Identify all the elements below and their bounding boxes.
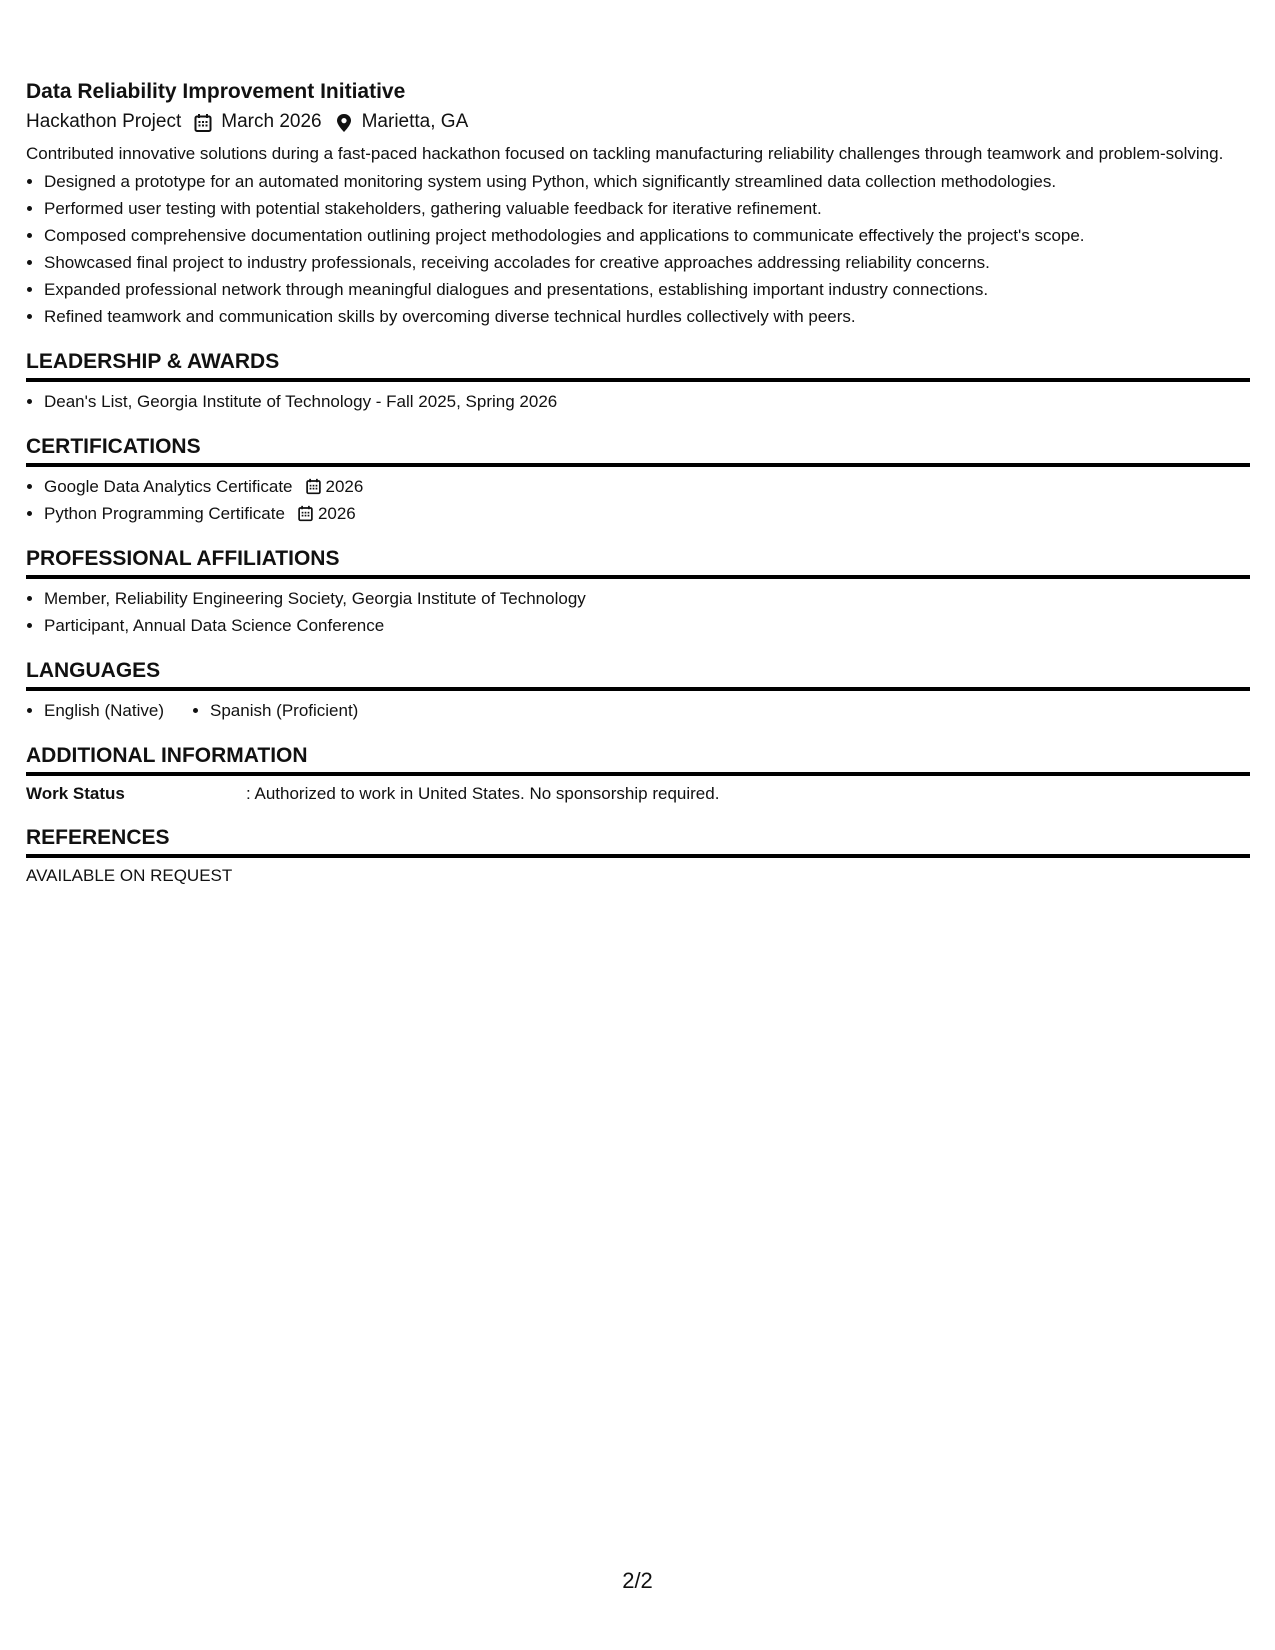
section-heading-leadership: LEADERSHIP & AWARDS (26, 348, 1250, 382)
certification-year: 2026 (317, 504, 356, 523)
section-heading-languages: LANGUAGES (26, 657, 1250, 691)
project-date: March 2026 (221, 111, 322, 132)
section-heading-additional-info: ADDITIONAL INFORMATION (26, 742, 1250, 776)
project-title: Data Reliability Improvement Initiative (26, 80, 406, 103)
calendar-icon (193, 113, 213, 133)
list-item: • Expanded professional network through meaningful dialogues and presentations, establishing important industry connections. (44, 276, 1250, 303)
certification-year: 2026 (325, 477, 364, 496)
list-item (44, 473, 1250, 500)
project-type: Hackathon Project (26, 111, 182, 132)
list-item: • Refined teamwork and communication skills by overcoming diverse technical hurdles collectively with peers. (44, 303, 1250, 330)
leadership-list (26, 388, 1250, 415)
work-status-value: : Authorized to work in United States. No sponsorship required. (246, 784, 720, 803)
list-item: • Composed comprehensive documentation outlining project methodologies and applications to communicate effectively the project's scope. (44, 222, 1250, 249)
section-heading-affiliations: PROFESSIONAL AFFILIATIONS (26, 545, 1250, 579)
affiliations-list (26, 585, 1250, 639)
list-item: • Showcased final project to industry professionals, receiving accolades for creative approaches addressing reliability concerns. (44, 249, 1250, 276)
work-status-row (26, 782, 1250, 806)
map-pin-icon (334, 113, 354, 133)
project-bullets (26, 168, 1250, 330)
work-status-label: Work Status (26, 784, 125, 803)
language-item: • Spanish (Proficient) (210, 697, 358, 724)
list-item: • Dean's List, Georgia Institute of Technology - Fall 2025, Spring 2026 (44, 388, 1250, 415)
list-item: • Designed a prototype for an automated monitoring system using Python, which significantly streamlined data collection methodologies. (44, 168, 1250, 195)
certification-name: • Google Data Analytics Certificate (44, 477, 293, 496)
section-heading-references: REFERENCES (26, 824, 1250, 858)
list-item: • Participant, Annual Data Science Conference (44, 612, 1250, 639)
list-item (44, 500, 1250, 527)
language-item: • English (Native) (44, 697, 164, 724)
resume-page (26, 78, 1250, 888)
calendar-icon (297, 505, 314, 522)
project-description: Contributed innovative solutions during a fast-paced hackathon focused on tackling manufacturing reliability challenges through teamwork and problem-solving. (26, 144, 1224, 163)
calendar-icon (305, 478, 322, 495)
certification-name: • Python Programming Certificate (44, 504, 285, 523)
list-item: • Member, Reliability Engineering Society, Georgia Institute of Technology (44, 585, 1250, 612)
page-number: 2/2 (622, 1568, 653, 1593)
certifications-list (26, 473, 1250, 527)
languages-list (26, 697, 1250, 724)
project-location: Marietta, GA (361, 111, 469, 132)
references-text: AVAILABLE ON REQUEST (26, 866, 233, 885)
project-meta (26, 108, 1250, 136)
section-heading-certifications: CERTIFICATIONS (26, 433, 1250, 467)
list-item: • Performed user testing with potential stakeholders, gathering valuable feedback for iterative refinement. (44, 195, 1250, 222)
